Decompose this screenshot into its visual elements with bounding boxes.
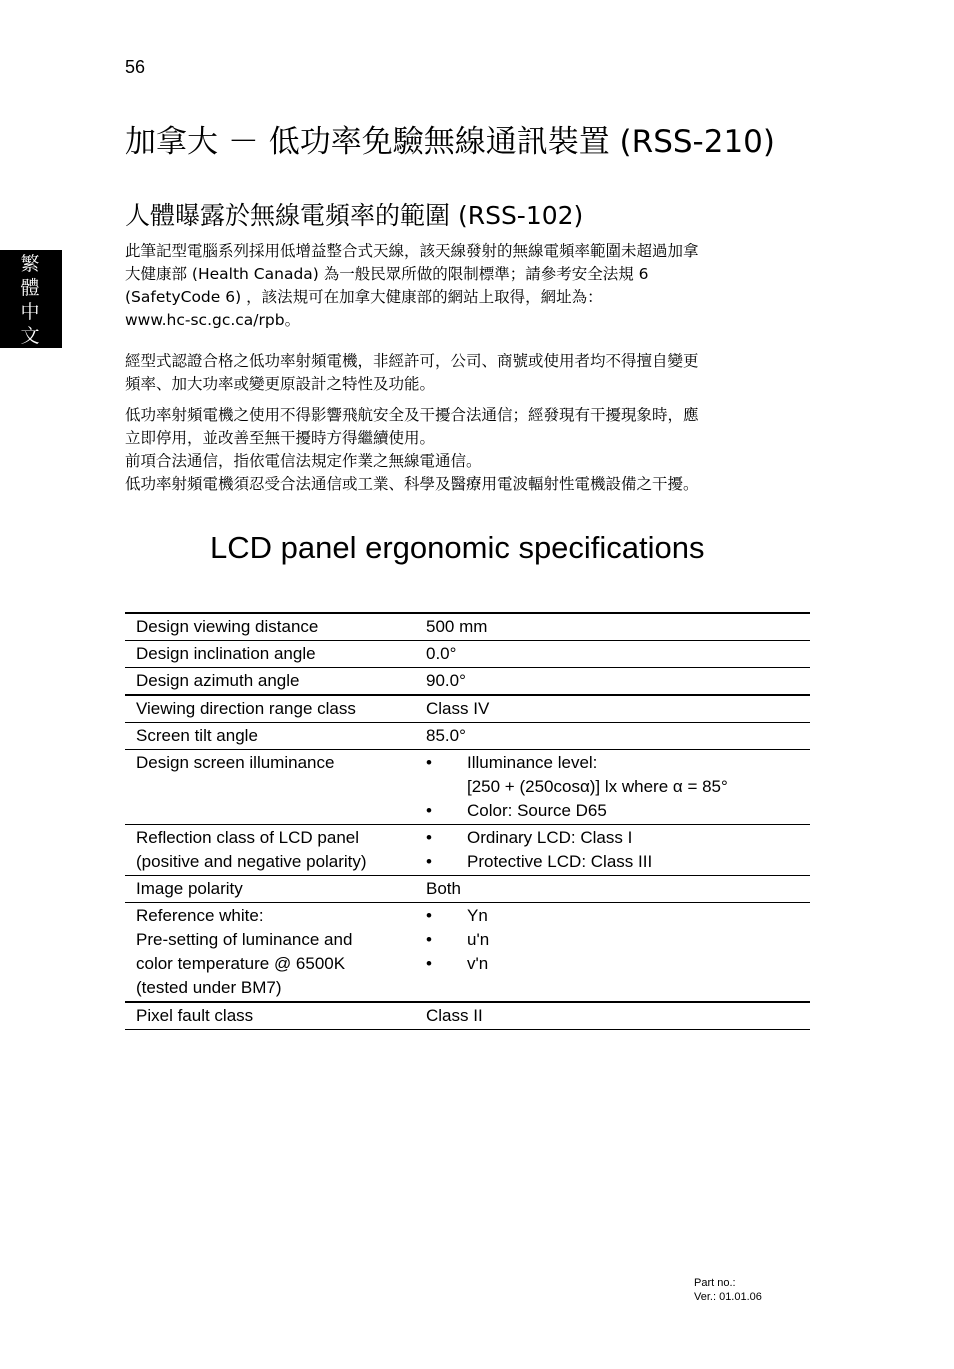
spec-bullet-text: Yn (467, 906, 488, 925)
spec-value (415, 825, 810, 876)
spec-row (125, 695, 810, 723)
spec-table (125, 612, 810, 1030)
language-tab-char: 繁 (20, 253, 40, 275)
spec-label-line: Reference white: (136, 906, 264, 925)
spec-label (125, 641, 415, 668)
paragraph-line: 頻率、加大功率或變更原設計之特性及功能。 (125, 375, 436, 393)
paragraph-line: 低功率射頻電機須忍受合法通信或工業、科學及醫療用電波輻射性電機設備之干擾。 (125, 475, 699, 493)
spec-bullet-item (426, 904, 800, 928)
spec-bullet-text: Illuminance level: (467, 753, 598, 772)
section-subtitle: 人體曝露於無線電頻率的範圍 (RSS-102) (125, 201, 584, 230)
spec-value: 0.0° (415, 641, 810, 668)
spec-label-line: Reflection class of LCD panel (136, 828, 360, 847)
paragraph-line: 大健康部 (Health Canada) 為一般民眾所做的限制標準；請參考安全法規 6 (125, 265, 649, 283)
spec-label (125, 825, 415, 876)
paragraph-line: 此筆記型電腦系列採用低增益整合式天線，該天線發射的無線電頻率範圍未超過加拿 (125, 242, 699, 260)
spec-title: LCD panel ergonomic specifications (210, 530, 705, 565)
paragraph-rf-exposure (125, 240, 815, 332)
bullet-icon: • (426, 753, 432, 772)
spec-value: Class IV (415, 695, 810, 723)
paragraph-interference (125, 404, 815, 496)
spec-label (125, 903, 415, 1003)
paragraph-line: www.hc-sc.gc.ca/rpb。 (125, 311, 301, 329)
spec-label-line: Viewing direction range class (136, 699, 356, 718)
paragraph-certification (125, 350, 815, 396)
spec-label-line: (tested under BM7) (136, 978, 282, 997)
version-number: Ver.: 01.01.06 (694, 1291, 762, 1303)
bullet-icon: • (426, 801, 432, 820)
spec-label-line: Image polarity (136, 879, 243, 898)
spec-row (125, 903, 810, 1003)
spec-label (125, 613, 415, 641)
part-number: Part no.: (694, 1277, 736, 1289)
paragraph-line: 立即停用，並改善至無干擾時方得繼續使用。 (125, 429, 436, 447)
spec-value (415, 750, 810, 825)
spec-row (125, 1002, 810, 1030)
spec-bullet-text: [250 + (250cosα)] lx where α = 85° (467, 777, 728, 796)
language-tab-char: 體 (20, 277, 40, 299)
bullet-icon: • (426, 828, 432, 847)
spec-label (125, 695, 415, 723)
bullet-icon: • (426, 906, 432, 925)
paragraph-line: 前項合法通信，指依電信法規定作業之無線電通信。 (125, 452, 482, 470)
spec-bullet-item (426, 775, 800, 799)
spec-bullet-item (426, 952, 800, 976)
paragraph-line: (SafetyCode 6) ，該法規可在加拿大健康部的網站上取得，網址為： (125, 288, 603, 306)
spec-label (125, 750, 415, 825)
spec-label (125, 1002, 415, 1030)
page-title: 加拿大 － 低功率免驗無線通訊裝置 (RSS-210) (125, 124, 775, 160)
spec-bullet-text: Ordinary LCD: Class I (467, 828, 633, 847)
spec-row (125, 876, 810, 903)
spec-label (125, 668, 415, 696)
language-tab-char: 中 (20, 301, 40, 323)
language-tab-char: 文 (20, 325, 40, 347)
spec-label-line: Screen tilt angle (136, 726, 258, 745)
bullet-icon: • (426, 930, 432, 949)
spec-label-line: Design azimuth angle (136, 671, 300, 690)
spec-value: 90.0° (415, 668, 810, 696)
page-number: 56 (125, 57, 146, 77)
spec-label-line: (positive and negative polarity) (136, 852, 367, 871)
spec-bullet-item (426, 928, 800, 952)
spec-value: 85.0° (415, 723, 810, 750)
spec-table-body (125, 613, 810, 1030)
spec-bullet-text: u'n (467, 930, 490, 949)
spec-bullet-item (426, 799, 800, 823)
spec-bullet-text: v'n (467, 954, 489, 973)
spec-label-line: Design inclination angle (136, 644, 316, 663)
language-tab (0, 250, 62, 348)
paragraph-line: 經型式認證合格之低功率射頻電機，非經許可，公司、商號或使用者均不得擅自變更 (125, 352, 699, 370)
paragraph-line: 低功率射頻電機之使用不得影響飛航安全及干擾合法通信；經發現有干擾現象時，應 (125, 406, 699, 424)
spec-bullet-text: Protective LCD: Class III (467, 852, 653, 871)
spec-label-line: Pixel fault class (136, 1006, 254, 1025)
spec-bullet-item (426, 751, 800, 775)
spec-label (125, 876, 415, 903)
spec-value (415, 903, 810, 1003)
spec-row (125, 668, 810, 696)
spec-value: 500 mm (415, 613, 810, 641)
spec-label-line: Pre-setting of luminance and (136, 930, 353, 949)
spec-bullet-text: Color: Source D65 (467, 801, 607, 820)
spec-label-line: Design screen illuminance (136, 753, 335, 772)
spec-row (125, 613, 810, 641)
spec-row (125, 723, 810, 750)
spec-row (125, 641, 810, 668)
spec-bullet-item (426, 826, 800, 850)
spec-value: Both (415, 876, 810, 903)
footer (694, 1276, 762, 1304)
spec-bullet-item (426, 850, 800, 874)
spec-label-line: color temperature @ 6500K (136, 954, 346, 973)
spec-label-line: Design viewing distance (136, 617, 319, 636)
spec-label (125, 723, 415, 750)
bullet-icon: • (426, 954, 432, 973)
spec-value: Class II (415, 1002, 810, 1030)
bullet-icon: • (426, 852, 432, 871)
spec-row (125, 825, 810, 876)
spec-row (125, 750, 810, 825)
